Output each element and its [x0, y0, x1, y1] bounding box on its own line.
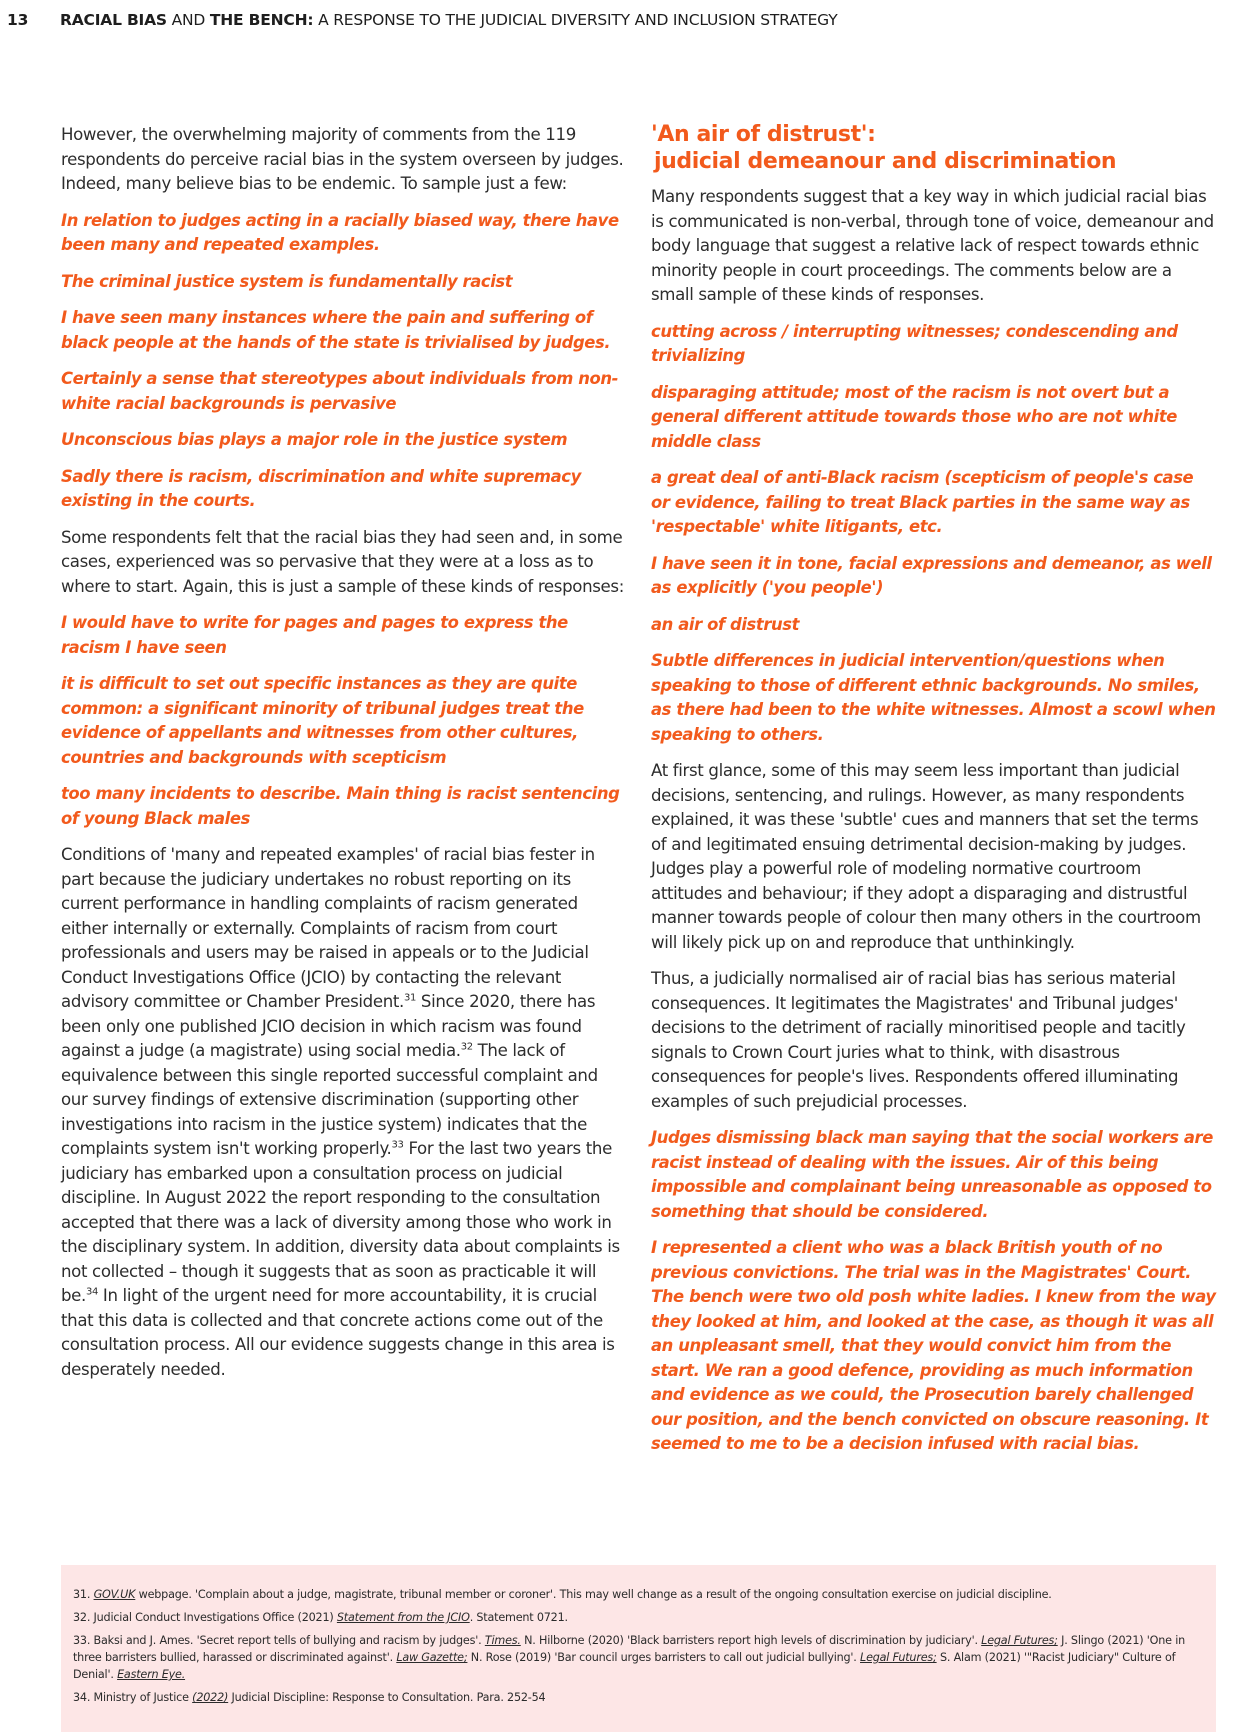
footnote-link[interactable]: Times.	[484, 1634, 521, 1647]
para-text: Conditions of 'many and repeated examples' of racial bias fester in part because the judiciary undertakes no robust reporting on its current performance in handling complaints of racism generated either internally or externally. Complaints of racism from court professionals and users may be raised in appeals or to the Judicial Conduct Investigations Office (JCIO) by contacting the relevant advisory committee or Chamber President.	[61, 845, 595, 1011]
section-heading	[651, 121, 1216, 175]
footnote-text: S. Alam (2021) '"Racist Judiciary" Culture of Denial'.	[73, 1651, 1176, 1681]
respondent-quote: too many incidents to describe. Main thing is racist sentencing of young Black males	[61, 784, 620, 828]
footnote-link[interactable]: Legal Futures;	[981, 1634, 1058, 1647]
header-title-mid: AND	[166, 11, 210, 29]
footnote-text: . Statement 0721.	[469, 1611, 568, 1624]
respondent-quote: I represented a client who was a black British youth of no previous convictions. The trial was in the Magistrates' Court. The bench were two old posh white ladies. I knew from the way they looked at him, and looked at the case, as though it was all an unpleasant smell, that they would convict him from the start. We ran a good defence, providing as much information and evidence as we could, the Prosecution barely challenged our position, and the bench convicted on obscure reasoning. It seemed to me to be a decision infused with racial bias.	[651, 1238, 1216, 1453]
respondent-quote: it is difficult to set out specific instances as they are quite common: a significant minority of tribunal judges treat the evidence of appellants and witnesses from other cultures, countries and backgrounds with scepticism	[61, 674, 584, 767]
footnote-text: 32. Judicial Conduct Investigations Office (2021)	[73, 1611, 337, 1624]
header-title-bold-2: THE BENCH:	[209, 11, 314, 29]
footnote-text: 33. Baksi and J. Ames. 'Secret report tells of bullying and racism by judges'.	[73, 1634, 485, 1647]
footnote-33	[73, 1632, 1204, 1683]
respondent-quote: I would have to write for pages and pages to express the racism I have seen	[61, 613, 568, 657]
respondent-quote: In relation to judges acting in a racially biased way, there have been many and repeated examples.	[61, 210, 619, 254]
footnote-link[interactable]: Legal Futures;	[860, 1651, 937, 1664]
footnote-number: 31.	[73, 1588, 94, 1601]
footnote-text: N. Hilborne (2020) 'Black barristers report high levels of discrimination by judiciary'.	[520, 1634, 982, 1647]
section-heading-line-2: judicial demeanour and discrimination	[654, 149, 1117, 174]
footnote-ref-33[interactable]: 33	[391, 1139, 404, 1151]
footnotes-panel	[61, 1565, 1216, 1732]
para-text: In light of the urgent need for more accountability, it is crucial that this data is collected and that concrete actions come out of the consultation process. All our evidence suggests change in this area is desperately needed.	[61, 1286, 615, 1379]
section-heading-line-1: 'An air of distrust':	[651, 122, 876, 147]
footnote-link[interactable]: GOV.UK	[93, 1588, 136, 1601]
page-number: 13	[7, 11, 29, 29]
left-intro-paragraph: However, the overwhelming majority of comments from the 119 respondents do perceive racial bias in the system overseen by judges. Indeed, many believe bias to be endemic. To sample just a few:	[61, 125, 624, 193]
right-column	[651, 123, 1216, 1469]
footnote-text: 34. Ministry of Justice	[73, 1691, 193, 1704]
respondent-quote: Subtle differences in judicial intervention/questions when speaking to those of different ethnic backgrounds. No smiles, as there had been to the white witnesses. Almost a scowl when speaking to others.	[651, 651, 1216, 744]
respondent-quote: disparaging attitude; most of the racism is not overt but a general different attitude towards those who are not white middle class	[651, 382, 1177, 451]
left-paragraph-2: Some respondents felt that the racial bias they had seen and, in some cases, experienced was so pervasive that they were at a loss as to where to start. Again, this is just a sample of these kinds of responses:	[61, 527, 624, 596]
footnote-ref-32[interactable]: 32	[460, 1041, 473, 1053]
respondent-quote: an air of distrust	[651, 614, 800, 634]
footnote-ref-31[interactable]: 31	[403, 992, 416, 1004]
running-header	[7, 11, 1220, 29]
footnote-text: Judicial Discipline: Response to Consultation. Para. 252-54	[228, 1691, 546, 1704]
left-column	[61, 123, 626, 1469]
footnote-link[interactable]: (2022)	[192, 1691, 229, 1704]
respondent-quote: cutting across / interrupting witnesses; condescending and trivializing	[651, 321, 1178, 365]
footnote-32	[73, 1609, 1204, 1626]
footnote-text: webpage. 'Complain about a judge, magistrate, tribunal member or coroner'. This may well change as a result of the ongoing consultation exercise on judicial discipline.	[135, 1588, 1052, 1601]
header-title-bold-1: RACIAL BIAS	[60, 11, 167, 29]
respondent-quote: The criminal justice system is fundamentally racist	[61, 271, 513, 291]
para-text: The lack of equivalence between this single reported successful complaint and our survey findings of extensive discrimination (supporting other investigations into racism in the justice system) indicates that the complaints system isn't working properly.	[61, 1041, 598, 1158]
footnote-text: N. Rose (2019) 'Bar council urges barristers to call out judicial bullying'.	[467, 1651, 861, 1664]
footnote-34	[73, 1689, 1204, 1706]
respondent-quote: I have seen it in tone, facial expressions and demeanor, as well as explicitly ('you people')	[651, 553, 1212, 597]
respondent-quote: Certainly a sense that stereotypes about individuals from non-white racial backgrounds is pervasive	[61, 369, 619, 413]
header-title	[60, 11, 837, 29]
left-paragraph-3	[61, 843, 626, 1382]
footnote-ref-34[interactable]: 34	[85, 1286, 98, 1298]
para-text: For the last two years the judiciary has embarked upon a consultation process on judicial discipline. In August 2022 the report responding to the consultation accepted that there was a lack of diversity among those who work in the disciplinary system. In addition, diversity data about complaints is not collected – though it suggests that as soon as practicable it will be.	[61, 1139, 620, 1305]
footnote-text: J. Slingo (2021) 'One in three barristers bullied, harassed or discriminated against'.	[73, 1634, 1185, 1664]
footnote-link[interactable]: Eastern Eye.	[117, 1668, 186, 1681]
header-title-rest: A RESPONSE TO THE JUDICIAL DIVERSITY AND INCLUSION STRATEGY	[313, 11, 838, 29]
footnote-31	[73, 1586, 1204, 1603]
footnote-link[interactable]: Statement from the JCIO	[336, 1611, 470, 1624]
respondent-quote: I have seen many instances where the pain and suffering of black people at the hands of the state is trivialised by judges.	[61, 308, 611, 352]
right-paragraph-2: At first glance, some of this may seem less important than judicial decisions, sentencing, and rulings. However, as many respondents explained, it was these 'subtle' cues and manners that set the terms of and legitimated ensuing detrimental decision-making by judges. Judges play a powerful role of modeling normative courtroom attitudes and behaviour; if they adopt a disparaging and distrustful manner towards people of colour then many others in the courtroom will likely pick up on and reproduce that unthinkingly.	[651, 761, 1201, 952]
footnote-link[interactable]: Law Gazette;	[396, 1651, 468, 1664]
respondent-quote: Sadly there is racism, discrimination and white supremacy existing in the courts.	[61, 466, 581, 510]
respondent-quote: Unconscious bias plays a major role in the justice system	[61, 430, 568, 449]
right-paragraph-3: Thus, a judicially normalised air of racial bias has serious material consequences. It legitimates the Magistrates' and Tribunal judges' decisions to the detriment of racially minoritised people and tacitly signals to Crown Court juries what to think, with disastrous consequences for people's lives. Respondents offered illuminating examples of such prejudicial processes.	[651, 969, 1186, 1111]
body-columns	[61, 123, 1216, 1469]
right-intro-paragraph: Many respondents suggest that a key way in which judicial racial bias is communicated is non-verbal, through tone of voice, demeanour and body language that suggest a relative lack of respect towards ethnic minority people in court proceedings. The comments below are a small sample of these kinds of responses.	[651, 187, 1214, 304]
respondent-quote: a great deal of anti-Black racism (scepticism of people's case or evidence, failing to treat Black parties in the same way as 'respectable' white litigants, etc.	[651, 468, 1194, 536]
respondent-quote: Judges dismissing black man saying that the social workers are racist instead of dealing with the issues. Air of this being impossible and complainant being unreasonable as opposed to something that should be considered.	[651, 1128, 1213, 1221]
para-text: Since 2020, there has been only one published JCIO decision in which racism was found against a judge (a magistrate) using social media.	[61, 992, 596, 1060]
